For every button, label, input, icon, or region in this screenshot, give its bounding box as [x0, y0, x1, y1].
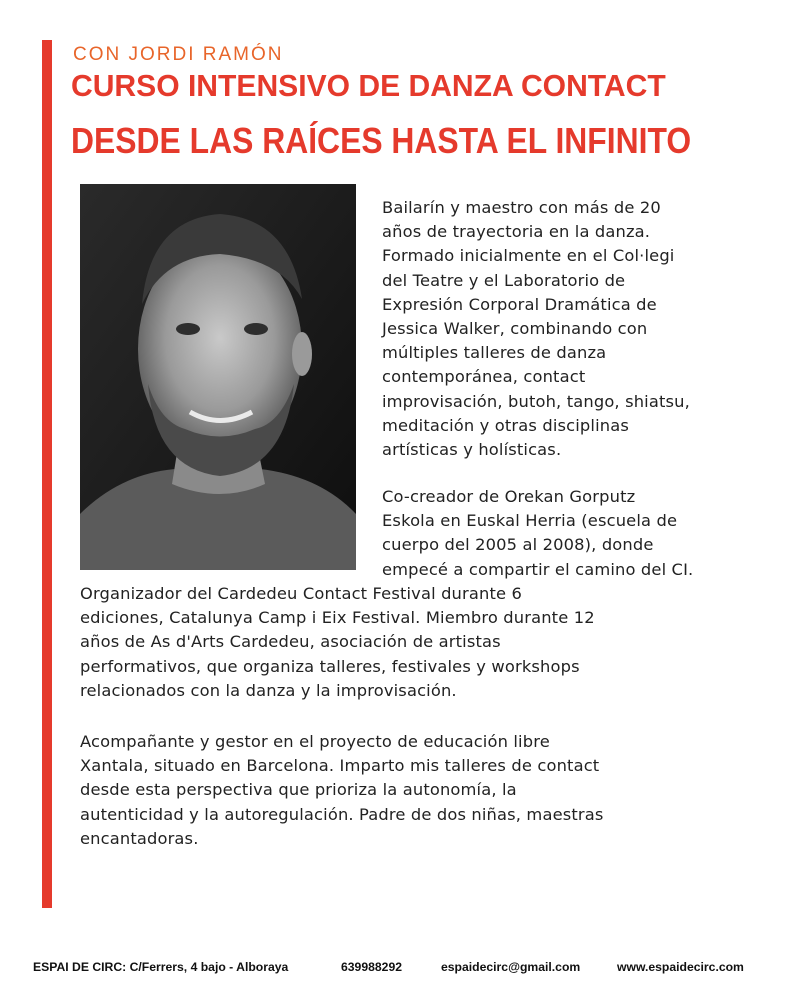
portrait-photo-icon — [80, 184, 356, 570]
accent-bar — [42, 40, 52, 908]
footer-website[interactable]: www.espaidecirc.com — [617, 960, 744, 974]
page-title-line1: CURSO INTENSIVO DE DANZA CONTACT — [71, 68, 666, 103]
page-title-line2: DESDE LAS RAÍCES HASTA EL INFINITO — [71, 120, 692, 161]
instructor-subtitle: CON JORDI RAMÓN — [73, 44, 284, 65]
footer-email[interactable]: espaidecirc@gmail.com — [441, 960, 581, 974]
footer-address: ESPAI DE CIRC: C/Ferrers, 4 bajo - Alboraya — [33, 960, 289, 974]
footer-phone: 639988292 — [341, 960, 403, 974]
bio-paragraph-3: Acompañante y gestor en el proyecto de educación libre Xantala, situado en Barcelona. Imparto mis talleres de contact desde esta perspectiva que prioriza la autonomía, la autenticidad y la autoregulación. Padre de dos niñas, maestras encantadoras. — [80, 732, 604, 848]
bio-paragraph-2-bottom: Organizador del Cardedeu Contact Festival durante 6 ediciones, Catalunya Camp i Eix Festival. Miembro durante 12 años de As d'Arts Cardedeu, asociación de artistas performativos, que organiza talleres, festivales y workshops relacionados con la danza y la improvisación. — [80, 584, 595, 700]
bio-paragraph-1: Bailarín y maestro con más de 20 años de trayectoria en la danza. Formado inicialmente en el Col·legi del Teatre y el Laboratorio de Expresión Corporal Dramática de Jessica Walker, combinando con múltiples talleres de danza contemporánea, contact improvisación, butoh, tango, shiatsu, meditación y otras disciplinas artísticas y holísticas. — [382, 198, 690, 460]
bio-paragraph-2-top: Co-creador de Orekan Gorputz Eskola en Euskal Herria (escuela de cuerpo del 2005 al 2008), donde empecé a compartir el camino del CI. — [382, 487, 694, 579]
portrait-photo — [80, 184, 356, 570]
footer — [0, 960, 795, 980]
